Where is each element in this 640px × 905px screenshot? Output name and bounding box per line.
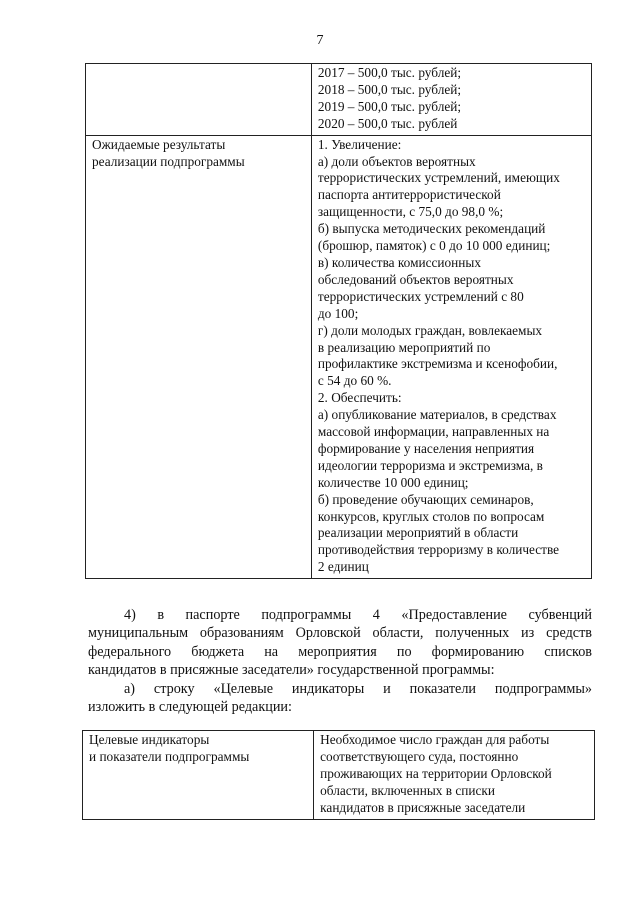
text-line: террористических устремлений, имеющих xyxy=(317,170,560,186)
text-line: Необходимое число граждан для работы xyxy=(320,732,550,747)
paragraph-amendment-a xyxy=(88,680,592,717)
paragraph-line: а) строку «Целевые индикаторы и показатели подпрограммы» xyxy=(124,681,592,697)
text-line: а) опубликование материалов, в средствах xyxy=(317,407,557,423)
row-label-cell xyxy=(86,64,312,136)
paragraph-line: кандидатов в присяжные заседатели» государственной программы: xyxy=(88,661,495,678)
text-line: формирование у населения неприятия xyxy=(317,440,535,456)
text-line: реализации мероприятий в области xyxy=(317,525,519,541)
text-line: 2018 – 500,0 тыс. рублей; xyxy=(317,81,462,97)
row-value-cell xyxy=(314,731,595,820)
text-line: области, включенных в списки xyxy=(320,782,495,798)
text-line: г) доли молодых граждан, вовлекаемых xyxy=(317,322,543,338)
text-line: соответствующего суда, постоянно xyxy=(320,748,519,764)
paragraph-line: федерального бюджета на мероприятия по формированию списков xyxy=(88,643,592,660)
text-line: и показатели подпрограммы xyxy=(89,748,250,764)
text-line: обследований объектов вероятных xyxy=(317,271,514,287)
target-indicators-table xyxy=(82,730,595,820)
text-line: 2019 – 500,0 тыс. рублей; xyxy=(317,98,462,114)
text-line: 2017 – 500,0 тыс. рублей; xyxy=(317,65,462,80)
text-line: противодействия терроризму в количестве xyxy=(317,542,560,558)
text-line: конкурсов, круглых столов по вопросам xyxy=(317,508,545,524)
text-line: проживающих на территории Орловской xyxy=(320,765,552,781)
text-line: 1. Увеличение: xyxy=(317,136,402,152)
text-line: Целевые индикаторы xyxy=(89,732,210,747)
paragraph-line: изложить в следующей редакции: xyxy=(88,699,292,716)
text-line: в) количества комиссионных xyxy=(317,254,481,270)
table-row xyxy=(86,135,592,579)
text-line: профилактике экстремизма и ксенофобии, xyxy=(317,356,558,372)
page-number: 7 xyxy=(316,33,324,48)
text-line: 2020 – 500,0 тыс. рублей xyxy=(317,115,458,131)
text-line: в реализацию мероприятий по xyxy=(317,339,491,355)
paragraph-line: 4) в паспорте подпрограммы 4 «Предоставление субвенций xyxy=(124,607,592,623)
text-line: 2. Обеспечить: xyxy=(317,390,402,406)
text-line: б) проведение обучающих семинаров, xyxy=(317,491,534,507)
paragraph-amendment-4 xyxy=(88,606,592,679)
text-line: массовой информации, направленных на xyxy=(317,424,550,440)
paragraph-line: муниципальным образованиям Орловской области, полученных из средств xyxy=(88,625,592,642)
text-line: Ожидаемые результаты xyxy=(92,136,226,152)
text-line: (брошюр, памяток) с 0 до 10 000 единиц; xyxy=(317,238,551,254)
text-line: защищенности, с 75,0 до 98,0 %; xyxy=(317,204,504,220)
row-label-cell xyxy=(83,731,314,820)
text-line: кандидатов в присяжные заседатели xyxy=(320,799,526,815)
text-line: а) доли объектов вероятных xyxy=(317,153,476,169)
row-value-cell xyxy=(311,64,591,136)
subprogram-passport-table xyxy=(85,63,592,579)
text-line: б) выпуска методических рекомендаций xyxy=(317,221,546,237)
row-value-cell xyxy=(311,135,591,579)
text-line: с 54 до 60 %. xyxy=(317,373,392,389)
text-line: 2 единиц xyxy=(317,559,369,575)
text-line: количестве 10 000 единиц; xyxy=(317,474,469,490)
table-row xyxy=(83,731,595,820)
text-line: паспорта антитеррористической xyxy=(317,187,501,203)
text-line: реализации подпрограммы xyxy=(92,153,245,169)
table-row xyxy=(86,64,592,136)
text-line: террористических устремлений с 80 xyxy=(317,288,524,304)
row-label-cell xyxy=(86,135,312,579)
text-line: идеологии терроризма и экстремизма, в xyxy=(317,457,543,473)
text-line: до 100; xyxy=(317,305,359,321)
